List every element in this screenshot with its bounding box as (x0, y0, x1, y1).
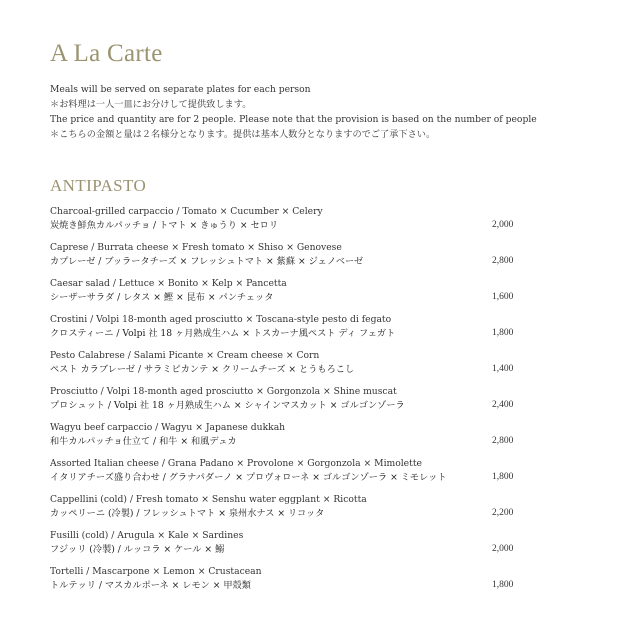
menu-item (50, 456, 590, 492)
item-price: 2,000 (492, 220, 514, 230)
menu-item (50, 420, 590, 456)
item-name-jp: シーザーサラダ / レタス × 鰹 × 昆布 × パンチェッタ (50, 292, 274, 303)
item-name-en: Wagyu beef carpaccio / Wagyu × Japanese dukkah (50, 422, 286, 433)
item-price: 1,800 (492, 472, 514, 482)
item-name-en: Cappellini (cold) / Fresh tomato × Senshu water eggplant × Ricotta (50, 494, 367, 505)
item-name-en: Caprese / Burrata cheese × Fresh tomato × Shiso × Genovese (50, 242, 342, 253)
intro-line-en-1: Meals will be served on separate plates for each person (50, 84, 311, 95)
menu-item (50, 204, 590, 240)
menu-item (50, 312, 590, 348)
item-price: 2,800 (492, 256, 514, 266)
menu-item (50, 384, 590, 420)
item-name-jp: ペスト カラブレーゼ / サラミピカンテ × クリームチーズ × とうもろこし (50, 364, 355, 375)
item-price: 1,400 (492, 364, 514, 374)
item-name-en: Caesar salad / Lettuce × Bonito × Kelp × Pancetta (50, 278, 287, 289)
item-name-en: Fusilli (cold) / Arugula × Kale × Sardines (50, 530, 244, 541)
menu-item (50, 348, 590, 384)
item-name-jp: 炭焼き鮮魚カルパッチョ / トマト × きゅうり × セロリ (50, 220, 279, 231)
item-name-en: Charcoal-grilled carpaccio / Tomato × Cucumber × Celery (50, 206, 323, 217)
intro-notes (50, 82, 590, 142)
item-name-en: Pesto Calabrese / Salami Picante × Cream cheese × Corn (50, 350, 320, 361)
item-name-jp: フジッリ (冷製) / ルッコラ × ケール × 鰯 (50, 544, 225, 555)
page-title: A La Carte (50, 40, 163, 67)
item-price: 2,000 (492, 544, 514, 554)
section-title: ANTIPASTO (50, 176, 147, 195)
item-name-jp: イタリアチーズ盛り合わせ / グラナパダーノ × プロヴォローネ × ゴルゴンゾーラ × ミモレット (50, 472, 447, 483)
menu-item (50, 564, 590, 600)
menu-item (50, 240, 590, 276)
item-name-jp: クロスティーニ / Volpi 社 18 ヶ月熟成生ハム × トスカーナ風ペスト ディ フェガト (50, 328, 396, 339)
menu-item (50, 276, 590, 312)
intro-line-jp-1: ＊お料理は一人一皿にお分けして提供致します。 (50, 99, 252, 110)
item-price: 2,800 (492, 436, 514, 446)
menu-item (50, 528, 590, 564)
item-name-en: Assorted Italian cheese / Grana Padano × Provolone × Gorgonzola × Mimolette (50, 458, 422, 469)
menu-page (50, 40, 590, 600)
item-price: 2,400 (492, 400, 514, 410)
item-name-jp: トルテッリ / マスカルポーネ × レモン × 甲殻類 (50, 580, 251, 591)
item-name-en: Prosciutto / Volpi 18-month aged prosciutto × Gorgonzola × Shine muscat (50, 386, 397, 397)
item-price: 2,200 (492, 508, 514, 518)
item-name-jp: プロシュット / Volpi 社 18 ヶ月熟成生ハム × シャインマスカット × ゴルゴンゾーラ (50, 400, 405, 411)
item-name-en: Crostini / Volpi 18-month aged prosciutto × Toscana-style pesto di fegato (50, 314, 392, 325)
item-name-jp: 和牛カルパッチョ仕立て / 和牛 × 和風デュカ (50, 436, 237, 447)
item-name-jp: カプレーゼ / ブッラータチーズ × フレッシュトマト × 紫蘇 × ジェノベーゼ (50, 256, 364, 267)
menu-item-list (50, 204, 590, 600)
item-price: 1,800 (492, 328, 514, 338)
intro-line-en-2: The price and quantity are for 2 people. Please note that the provision is based on the number of people (50, 114, 537, 125)
item-name-jp: カッペリーニ (冷製) / フレッシュトマト × 泉州水ナス × リコッタ (50, 508, 325, 519)
item-name-en: Tortelli / Mascarpone × Lemon × Crustacean (50, 566, 262, 577)
item-price: 1,800 (492, 580, 514, 590)
item-price: 1,600 (492, 292, 514, 302)
menu-item (50, 492, 590, 528)
intro-line-jp-2: ＊こちらの金額と量は２名様分となります。提供は基本人数分となりますのでご了承下さい。 (50, 129, 436, 140)
